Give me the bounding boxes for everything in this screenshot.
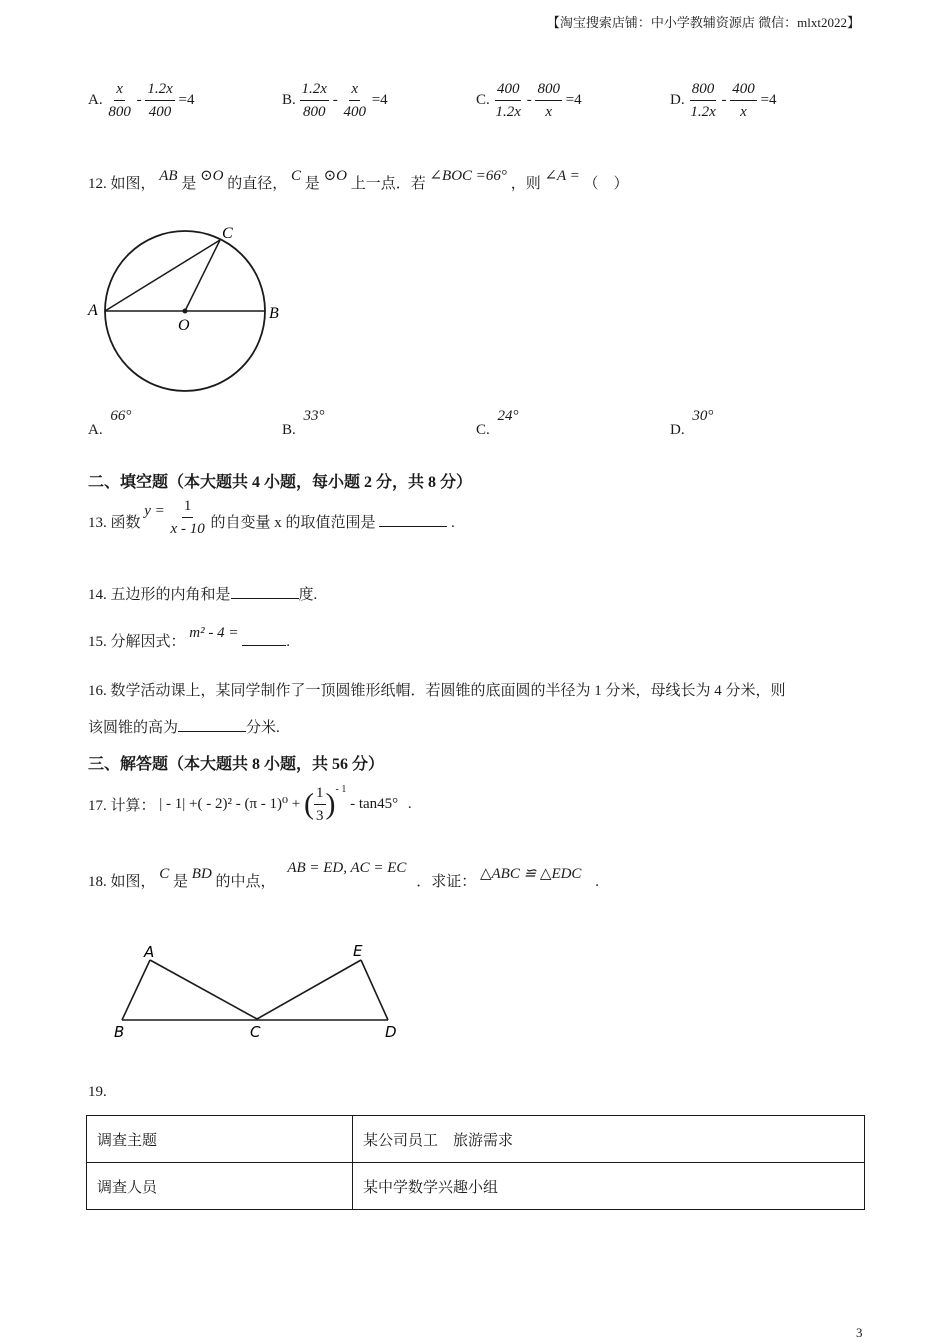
label-e: E [353, 942, 363, 960]
q11-option-c: C. $\frac{400}{1.2x}$ - $\frac{800}{x}$ =4 [476, 81, 582, 120]
q19-label: 19. [88, 1084, 107, 1100]
segment-ba [122, 960, 150, 1020]
q15-question: 15. 分解因式： m² - 4 = . [88, 625, 290, 650]
q12-option-c: C. 24° [476, 408, 519, 438]
page-number: 3 [856, 1325, 863, 1340]
label-c: C [222, 225, 233, 242]
q14-question: 14. 五边形的内角和是 度. [88, 583, 317, 604]
q12-question: 12. 如图， AB 是 ⊙O 的直径， C 是 ⊙O 上一点．若 ∠BOC =66° ，则 ∠A = （ ） [88, 168, 629, 192]
label-b: B [269, 305, 279, 322]
option-label: A. [88, 91, 103, 108]
label-c: C [250, 1023, 261, 1041]
q12-option-d: D. 30° [670, 408, 714, 438]
q11-option-a: A. $\frac{x}{800}$ - $\frac{1.2x}{400}$ =4 [88, 81, 195, 120]
q13-question: 13. 函数 y = $\frac{1}{x - 10}$ 的自变量 x 的取值范围是 . [88, 498, 455, 537]
q19-survey-table [86, 1115, 865, 1210]
label-b: B [114, 1023, 125, 1041]
table-cell: 某中学数学兴趣小组 [353, 1163, 865, 1210]
table-cell: 调查主题 [87, 1116, 353, 1163]
label-a: A [144, 943, 155, 961]
q11-option-d: D. $\frac{800}{1.2x}$ - $\frac{400}{x}$ =4 [670, 81, 777, 120]
table-cell: 调查人员 [87, 1163, 353, 1210]
q12-option-a: A. 66° [88, 408, 132, 438]
segment-ac [150, 960, 257, 1019]
q12-option-b: B. 33° [282, 408, 325, 438]
segment-ed [361, 960, 388, 1020]
q18-question: 18. 如图， C 是 BD 的中点， AB = ED, AC = EC ．求证： △ABC ≌ △EDC . [88, 860, 599, 890]
center-point [183, 309, 188, 314]
q12-circle-figure [80, 220, 300, 400]
label-d: D [385, 1023, 397, 1041]
q17-question: 17. 计算： | - 1| +( - 2)² - (π - 1)⁰ + ( $\frac{1}{3}$ )$^{- 1}$ - tan45° . [88, 783, 412, 824]
section-2-title: 二、填空题（本大题共 4 小题，每小题 2 分，共 8 分） [88, 474, 473, 491]
section-3-title: 三、解答题（本大题共 8 小题，共 56 分） [88, 756, 385, 773]
q16-line-1: 16. 数学活动课上，某同学制作了一顶圆锥形纸帽．若圆锥的底面圆的半径为 1 分米，母线长为 4 分米，则 [88, 683, 786, 699]
page-header: 【淘宝搜索店铺：中小学教辅资源店 微信：mlxt2022】 [546, 15, 860, 30]
q11-option-b: B. $\frac{1.2x}{800}$ - $\frac{x}{400}$ =4 [282, 81, 388, 120]
q18-triangles-figure [110, 938, 410, 1048]
table-row [87, 1116, 865, 1163]
table-row [87, 1163, 865, 1210]
q16-line-2: 该圆锥的高为 分米. [88, 716, 280, 737]
segment-ce [257, 960, 361, 1019]
label-a: A [88, 302, 98, 319]
label-o: O [178, 317, 190, 334]
table-cell: 某公司员工 旅游需求 [353, 1116, 865, 1163]
